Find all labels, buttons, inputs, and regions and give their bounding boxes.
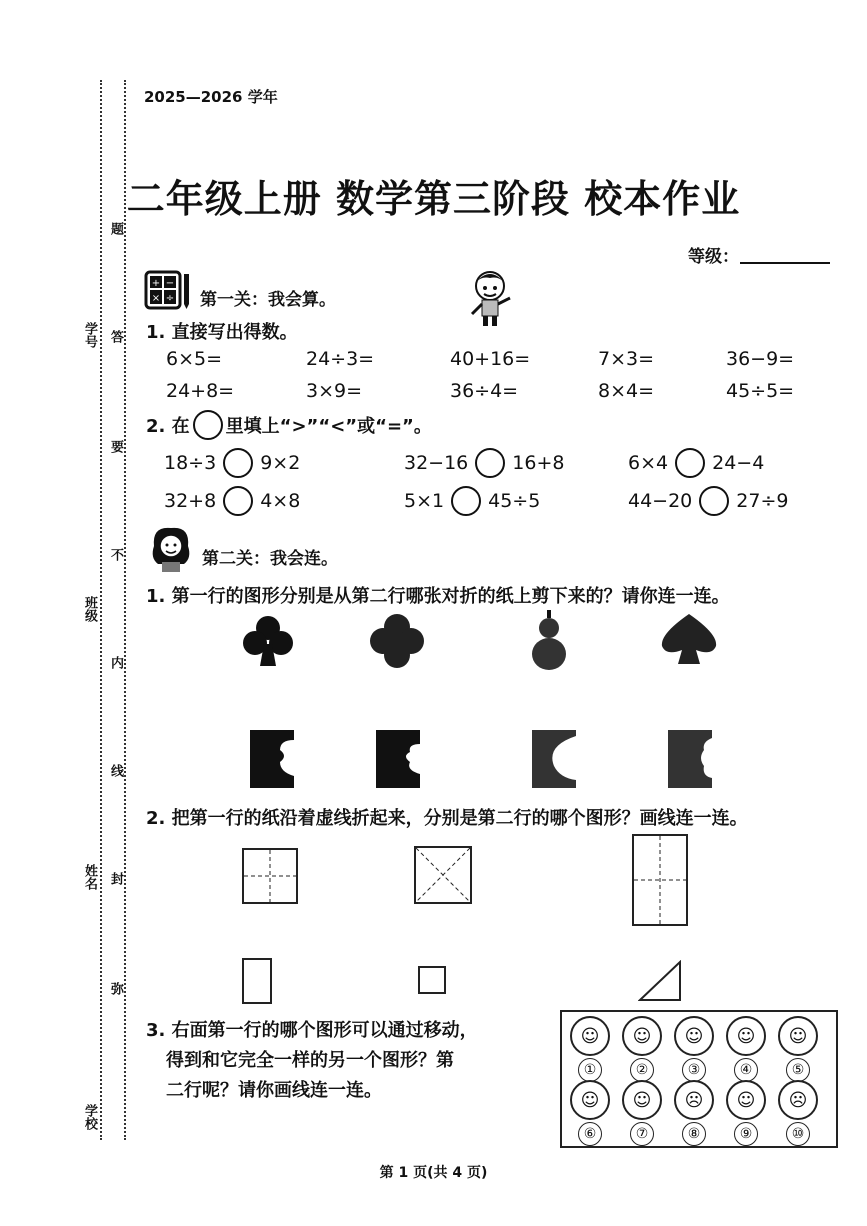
page-footer: 第 1 页(共 4 页) [379, 1165, 488, 1181]
school-year: 2025—2026 学年 [144, 88, 278, 106]
girl-cartoon-icon [146, 524, 196, 574]
face-cell-1[interactable] [570, 1016, 610, 1082]
margin-label-name: 姓名 [82, 864, 97, 890]
equation: 24+8= [166, 380, 235, 402]
compare-right: 4×8 [260, 490, 301, 512]
face-number: ⑥ [578, 1122, 602, 1146]
face-number: ⑧ [682, 1122, 706, 1146]
s2-q3-line1: 3. 右面第一行的哪个图形可以通过移动， [146, 1020, 478, 1041]
svg-text:−: − [165, 278, 175, 289]
paper-diagonal-fold-icon [414, 846, 472, 908]
face-number: ⑨ [734, 1122, 758, 1146]
svg-text:÷: ÷ [165, 293, 175, 304]
equation: 3×9= [306, 380, 363, 402]
margin-char-yao: 要 [108, 440, 123, 453]
paper-tall-cross-fold-icon [632, 834, 688, 930]
face-cell-5[interactable] [778, 1016, 818, 1082]
face-cell-10[interactable] [778, 1080, 818, 1146]
grade-blank[interactable] [740, 262, 830, 264]
page-title: 二年级上册 数学第三阶段 校本作业 [126, 176, 741, 221]
margin-char-nei: 内 [108, 656, 123, 669]
equation: 6×5= [166, 348, 223, 370]
compare-item [628, 486, 788, 516]
folded-paper-a-icon [250, 730, 294, 792]
s2-q3-line3: 二行呢？请你画线连一连。 [166, 1080, 382, 1101]
margin-char-xian: 线 [108, 764, 123, 777]
equation: 7×3= [598, 348, 655, 370]
compare-right: 27÷9 [736, 490, 789, 512]
margin-char-bu: 不 [108, 548, 123, 561]
face-icon: ☺ [570, 1080, 610, 1120]
face-icon: ☺ [570, 1016, 610, 1056]
compare-right: 45÷5 [488, 490, 541, 512]
compare-left: 18÷3 [164, 452, 217, 474]
face-number: ⑤ [786, 1058, 810, 1082]
equation: 8×4= [598, 380, 655, 402]
face-cell-6[interactable] [570, 1080, 610, 1146]
margin-label-student-number: 学号 [82, 322, 97, 348]
face-cell-2[interactable] [622, 1016, 662, 1082]
compare-item [404, 486, 540, 516]
compare-item [164, 448, 300, 478]
calculator-icon [144, 270, 192, 310]
face-number: ③ [682, 1058, 706, 1082]
compare-right: 24−4 [712, 452, 765, 474]
result-triangle-icon [638, 960, 682, 1006]
compare-right: 9×2 [260, 452, 301, 474]
s1-q2-label-pre: 2. 在 [146, 416, 190, 437]
spade-shape-icon [656, 610, 722, 670]
face-cell-4[interactable] [726, 1016, 766, 1082]
compare-answer-circle[interactable] [675, 448, 705, 478]
folded-paper-d-icon [668, 730, 712, 792]
compare-item [628, 448, 764, 478]
compare-answer-circle[interactable] [699, 486, 729, 516]
gourd-shape-icon [528, 610, 570, 676]
face-number: ② [630, 1058, 654, 1082]
compare-item [164, 486, 300, 516]
s1-q1-label: 1. 直接写出得数。 [146, 322, 298, 343]
compare-answer-circle[interactable] [223, 448, 253, 478]
boy-cartoon-icon [468, 268, 514, 328]
s2-q1-label: 1. 第一行的图形分别是从第二行哪张对折的纸上剪下来的？请你连一连。 [146, 586, 730, 607]
s2-q2-label: 2. 把第一行的纸沿着虚线折起来，分别是第二行的哪个图形？画线连一连。 [146, 808, 748, 829]
compare-left: 32+8 [164, 490, 217, 512]
compare-answer-circle[interactable] [475, 448, 505, 478]
margin-label-class: 班级 [82, 596, 97, 622]
face-icon: ☺ [726, 1016, 766, 1056]
face-icon: ☺ [674, 1016, 714, 1056]
svg-text:+: + [151, 278, 161, 289]
face-number: ① [578, 1058, 602, 1082]
compare-left: 5×1 [404, 490, 445, 512]
s1-q2-label-post: 里填上“>”“<”或“=”。 [225, 416, 432, 437]
face-cell-9[interactable] [726, 1080, 766, 1146]
face-icon: ☺ [778, 1016, 818, 1056]
face-icon: ☹ [778, 1080, 818, 1120]
face-icon: ☺ [622, 1080, 662, 1120]
result-rectangle-icon [242, 958, 272, 1008]
grade-label: 等级： [688, 247, 739, 267]
face-cell-3[interactable] [674, 1016, 714, 1082]
face-icon: ☺ [622, 1016, 662, 1056]
margin-char-da: 答 [108, 330, 123, 343]
face-cell-7[interactable] [622, 1080, 662, 1146]
margin-char-mi: 弥 [108, 982, 123, 995]
compare-right: 16+8 [512, 452, 565, 474]
s1-q2-label [146, 410, 432, 440]
compare-answer-circle[interactable] [223, 486, 253, 516]
compare-item [404, 448, 564, 478]
margin-label-school: 学校 [82, 1104, 97, 1130]
equation: 24÷3= [306, 348, 375, 370]
compare-left: 44−20 [628, 490, 693, 512]
face-icon: ☺ [726, 1080, 766, 1120]
face-icon: ☹ [674, 1080, 714, 1120]
result-square-icon [418, 966, 446, 998]
equation: 45÷5= [726, 380, 795, 402]
s2-q3-line2: 得到和它完全一样的另一个图形？第 [166, 1050, 454, 1071]
compare-answer-circle[interactable] [451, 486, 481, 516]
paper-cross-fold-icon [242, 848, 298, 908]
face-cell-8[interactable] [674, 1080, 714, 1146]
flower-shape-icon [368, 612, 426, 674]
club-shape-icon [240, 612, 296, 674]
folded-paper-b-icon [376, 730, 420, 792]
svg-text:×: × [151, 293, 161, 304]
compare-left: 32−16 [404, 452, 469, 474]
compare-left: 6×4 [628, 452, 669, 474]
equation: 36−9= [726, 348, 795, 370]
margin-dashed-line-right [124, 80, 126, 1140]
folded-paper-c-icon [532, 730, 576, 792]
faces-box [560, 1010, 838, 1148]
margin-char-feng: 封 [108, 872, 123, 885]
margin-dashed-line-left [100, 80, 102, 1140]
section1-title: 第一关：我会算。 [200, 290, 336, 310]
face-number: ④ [734, 1058, 758, 1082]
equation: 40+16= [450, 348, 531, 370]
equation: 36÷4= [450, 380, 519, 402]
circle-blank-icon [193, 410, 223, 440]
face-number: ⑦ [630, 1122, 654, 1146]
face-number: ⑩ [786, 1122, 810, 1146]
section2-title: 第二关：我会连。 [202, 549, 338, 569]
margin-char-ti: 题 [108, 222, 123, 235]
